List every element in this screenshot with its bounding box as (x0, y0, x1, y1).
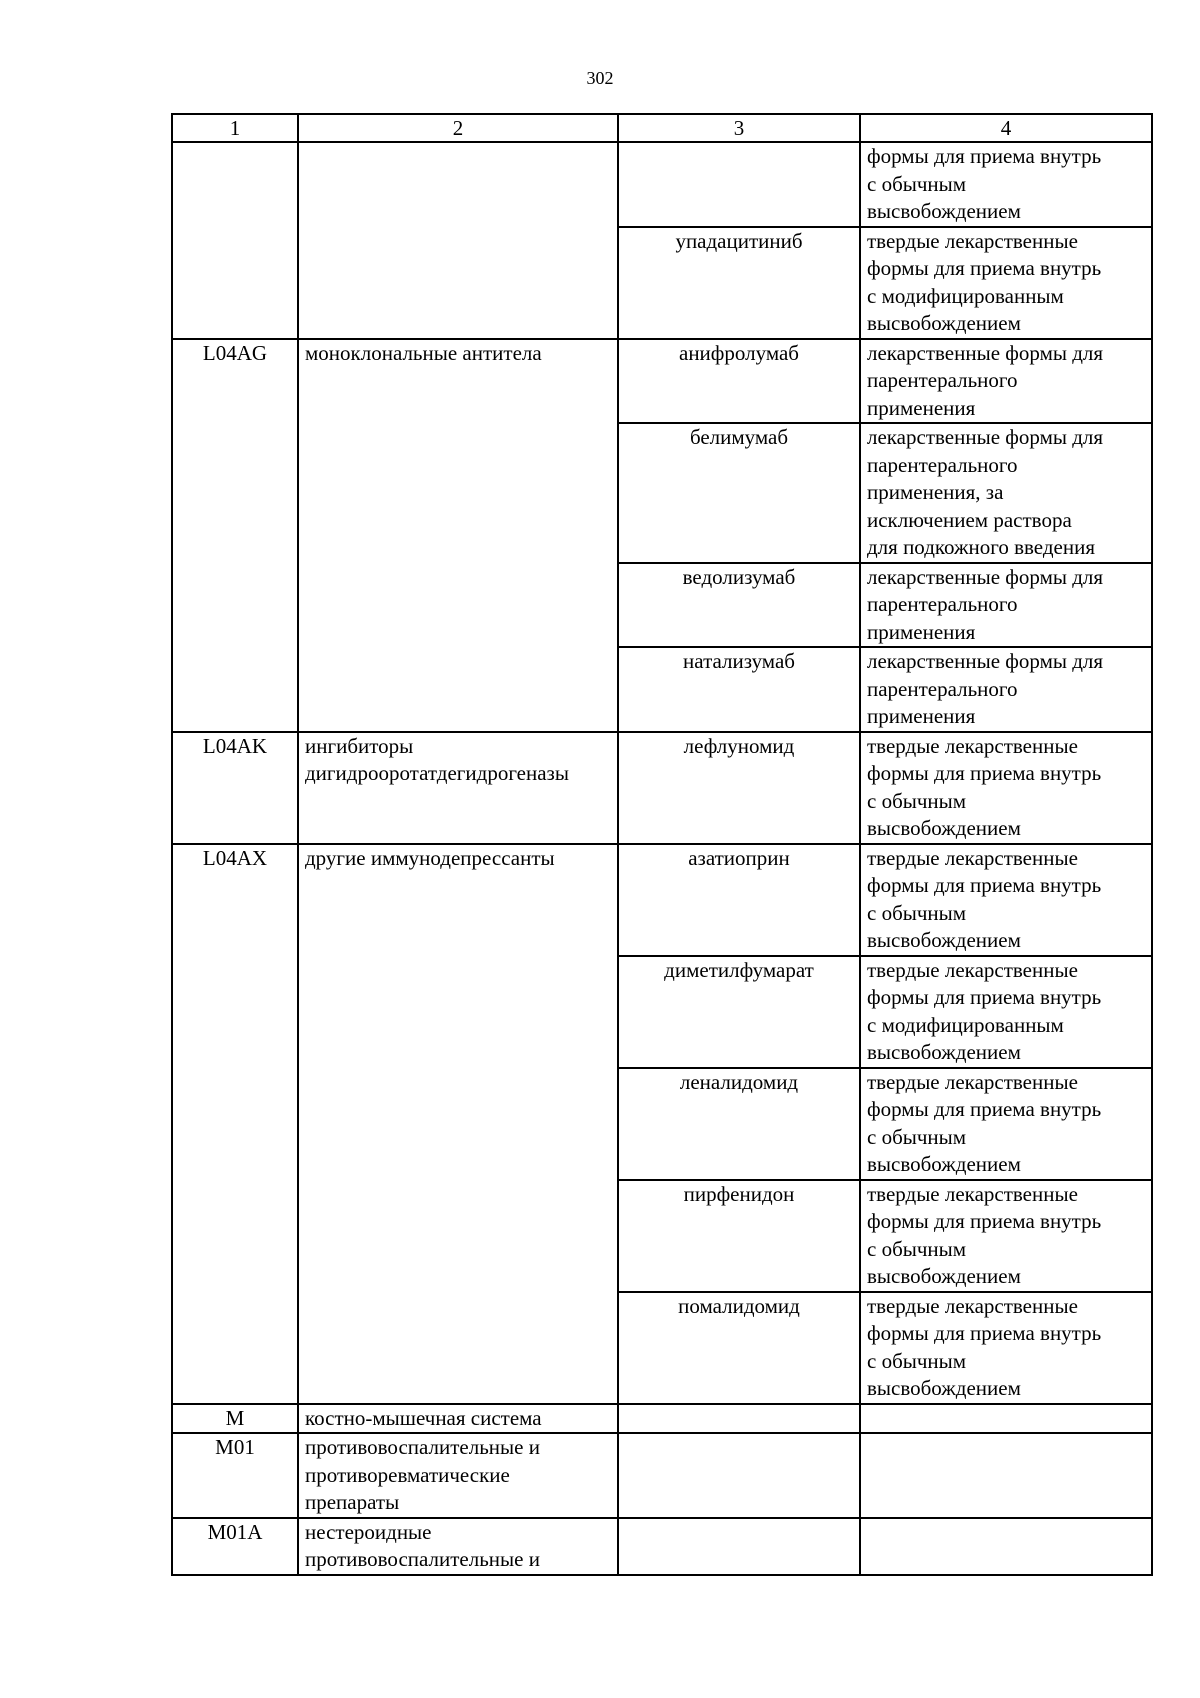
dosage-form-cell (860, 1068, 1152, 1180)
group-name-line: противовоспалительные и (305, 1435, 540, 1459)
dosage-form-line: с обычным (867, 171, 967, 196)
dosage-form-line: парентерального (867, 676, 1018, 701)
table-row (172, 732, 1152, 844)
drug-name-cell: анифролумаб (618, 339, 860, 424)
drug-name-cell: ведолизумаб (618, 563, 860, 648)
dosage-form-line: с обычным (867, 788, 967, 813)
dosage-form-line: твердые лекарственные (867, 1069, 1078, 1094)
dosage-form-line: с обычным (867, 1236, 967, 1261)
table-row (172, 142, 1152, 227)
dosage-form-line: для подкожного введения (867, 535, 1095, 559)
drug-name-cell: лефлуномид (618, 732, 860, 844)
dosage-form-line: высвобождением (867, 1040, 1021, 1064)
group-name-line: ингибиторы (305, 733, 414, 758)
dosage-form-line: с обычным (867, 900, 967, 925)
dosage-form-line: формы для приема внутрь (867, 761, 1102, 785)
table-row (172, 339, 1152, 424)
drug-name-cell: азатиоприн (618, 844, 860, 956)
group-name-line: костно-мышечная система (305, 1405, 542, 1430)
dosage-form-line: высвобождением (867, 1376, 1021, 1400)
drug-name-cell: диметилфумарат (618, 956, 860, 1068)
dosage-form-line: применения (867, 619, 976, 644)
group-name-line: противовоспалительные и (305, 1547, 540, 1571)
dosage-form-line: парентерального (867, 592, 1018, 616)
header-col-1: 1 (172, 114, 298, 142)
dosage-form-line: высвобождением (867, 199, 1021, 223)
dosage-form-line: лекарственные формы для (867, 649, 1104, 673)
group-name-cell (298, 844, 618, 1404)
group-name-line: моноклональные антитела (305, 340, 542, 365)
dosage-form-cell (860, 956, 1152, 1068)
group-name-cell (298, 339, 618, 732)
dosage-form-cell (860, 563, 1152, 648)
dosage-form-line: твердые лекарственные (867, 1181, 1078, 1206)
drug-name-cell: леналидомид (618, 1068, 860, 1180)
group-name-line: другие иммунодепрессанты (305, 845, 555, 870)
dosage-form-line: твердые лекарственные (867, 845, 1078, 870)
drug-name-cell (618, 1404, 860, 1434)
dosage-form-line: с модифицированным (867, 1012, 1064, 1037)
dosage-form-line: высвобождением (867, 311, 1021, 335)
dosage-form-cell (860, 142, 1152, 227)
atc-code-cell: L04AK (172, 732, 298, 844)
dosage-form-cell (860, 227, 1152, 339)
table-row (172, 1433, 1152, 1518)
group-name-cell (298, 732, 618, 844)
group-name-line: нестероидные (305, 1519, 432, 1544)
drug-table (171, 113, 1153, 1576)
drug-name-cell: белимумаб (618, 423, 860, 563)
dosage-form-line: с обычным (867, 1124, 967, 1149)
dosage-form-cell (860, 1433, 1152, 1518)
dosage-form-cell (860, 732, 1152, 844)
dosage-form-line: лекарственные формы для (867, 340, 1104, 365)
dosage-form-line: парентерального (867, 368, 1018, 392)
atc-code-cell: L04AG (172, 339, 298, 732)
atc-code-cell: M01 (172, 1433, 298, 1518)
drug-name-cell: помалидомид (618, 1292, 860, 1404)
group-name-line: противоревматические (305, 1462, 510, 1487)
dosage-form-cell (860, 1404, 1152, 1434)
dosage-form-line: твердые лекарственные (867, 733, 1078, 758)
dosage-form-line: с обычным (867, 1348, 967, 1373)
dosage-form-cell (860, 339, 1152, 424)
group-name-line: дигидрооротатдегидрогеназы (305, 761, 569, 785)
dosage-form-line: формы для приема внутрь (867, 1209, 1102, 1233)
dosage-form-line: формы для приема внутрь (867, 1097, 1102, 1121)
atc-code-cell (172, 142, 298, 339)
atc-code-cell: L04AX (172, 844, 298, 1404)
page-number: 302 (586, 68, 614, 88)
dosage-form-line: высвобождением (867, 1264, 1021, 1288)
dosage-form-line: высвобождением (867, 1152, 1021, 1176)
table-row (172, 1404, 1152, 1434)
dosage-form-line: применения, за (867, 480, 1004, 504)
drug-name-cell (618, 142, 860, 227)
group-name-cell (298, 142, 618, 339)
dosage-form-line: высвобождением (867, 928, 1021, 952)
dosage-form-line: лекарственные формы для (867, 425, 1104, 449)
dosage-form-line: исключением раствора (867, 507, 1072, 532)
dosage-form-line: твердые лекарственные (867, 957, 1078, 982)
drug-name-cell: упадацитиниб (618, 227, 860, 339)
drug-name-cell (618, 1433, 860, 1518)
header-col-4: 4 (860, 114, 1152, 142)
dosage-form-line: формы для приема внутрь (867, 256, 1102, 280)
table-row (172, 1518, 1152, 1575)
dosage-form-line: формы для приема внутрь (867, 1321, 1102, 1345)
drug-name-cell: натализумаб (618, 647, 860, 732)
atc-code-cell: M01A (172, 1518, 298, 1575)
group-name-cell (298, 1518, 618, 1575)
group-name-line: препараты (305, 1490, 400, 1514)
dosage-form-line: формы для приема внутрь (867, 985, 1102, 1009)
atc-code-cell: M (172, 1404, 298, 1434)
table-header-row (172, 114, 1152, 142)
dosage-form-line: высвобождением (867, 816, 1021, 840)
dosage-form-line: формы для приема внутрь (867, 873, 1102, 897)
dosage-form-line: парентерального (867, 452, 1018, 477)
dosage-form-line: применения (867, 704, 976, 728)
dosage-form-cell (860, 423, 1152, 563)
dosage-form-cell (860, 844, 1152, 956)
dosage-form-line: применения (867, 395, 976, 420)
dosage-form-cell (860, 647, 1152, 732)
dosage-form-line: твердые лекарственные (867, 1293, 1078, 1318)
dosage-form-cell (860, 1518, 1152, 1575)
group-name-cell (298, 1404, 618, 1434)
table-row (172, 844, 1152, 956)
dosage-form-line: формы для приема внутрь (867, 144, 1102, 168)
header-col-2: 2 (298, 114, 618, 142)
dosage-form-line: лекарственные формы для (867, 564, 1104, 589)
group-name-cell (298, 1433, 618, 1518)
dosage-form-line: с модифицированным (867, 283, 1064, 308)
drug-name-cell (618, 1518, 860, 1575)
header-col-3: 3 (618, 114, 860, 142)
drug-name-cell: пирфенидон (618, 1180, 860, 1292)
dosage-form-cell (860, 1180, 1152, 1292)
dosage-form-cell (860, 1292, 1152, 1404)
dosage-form-line: твердые лекарственные (867, 228, 1078, 253)
